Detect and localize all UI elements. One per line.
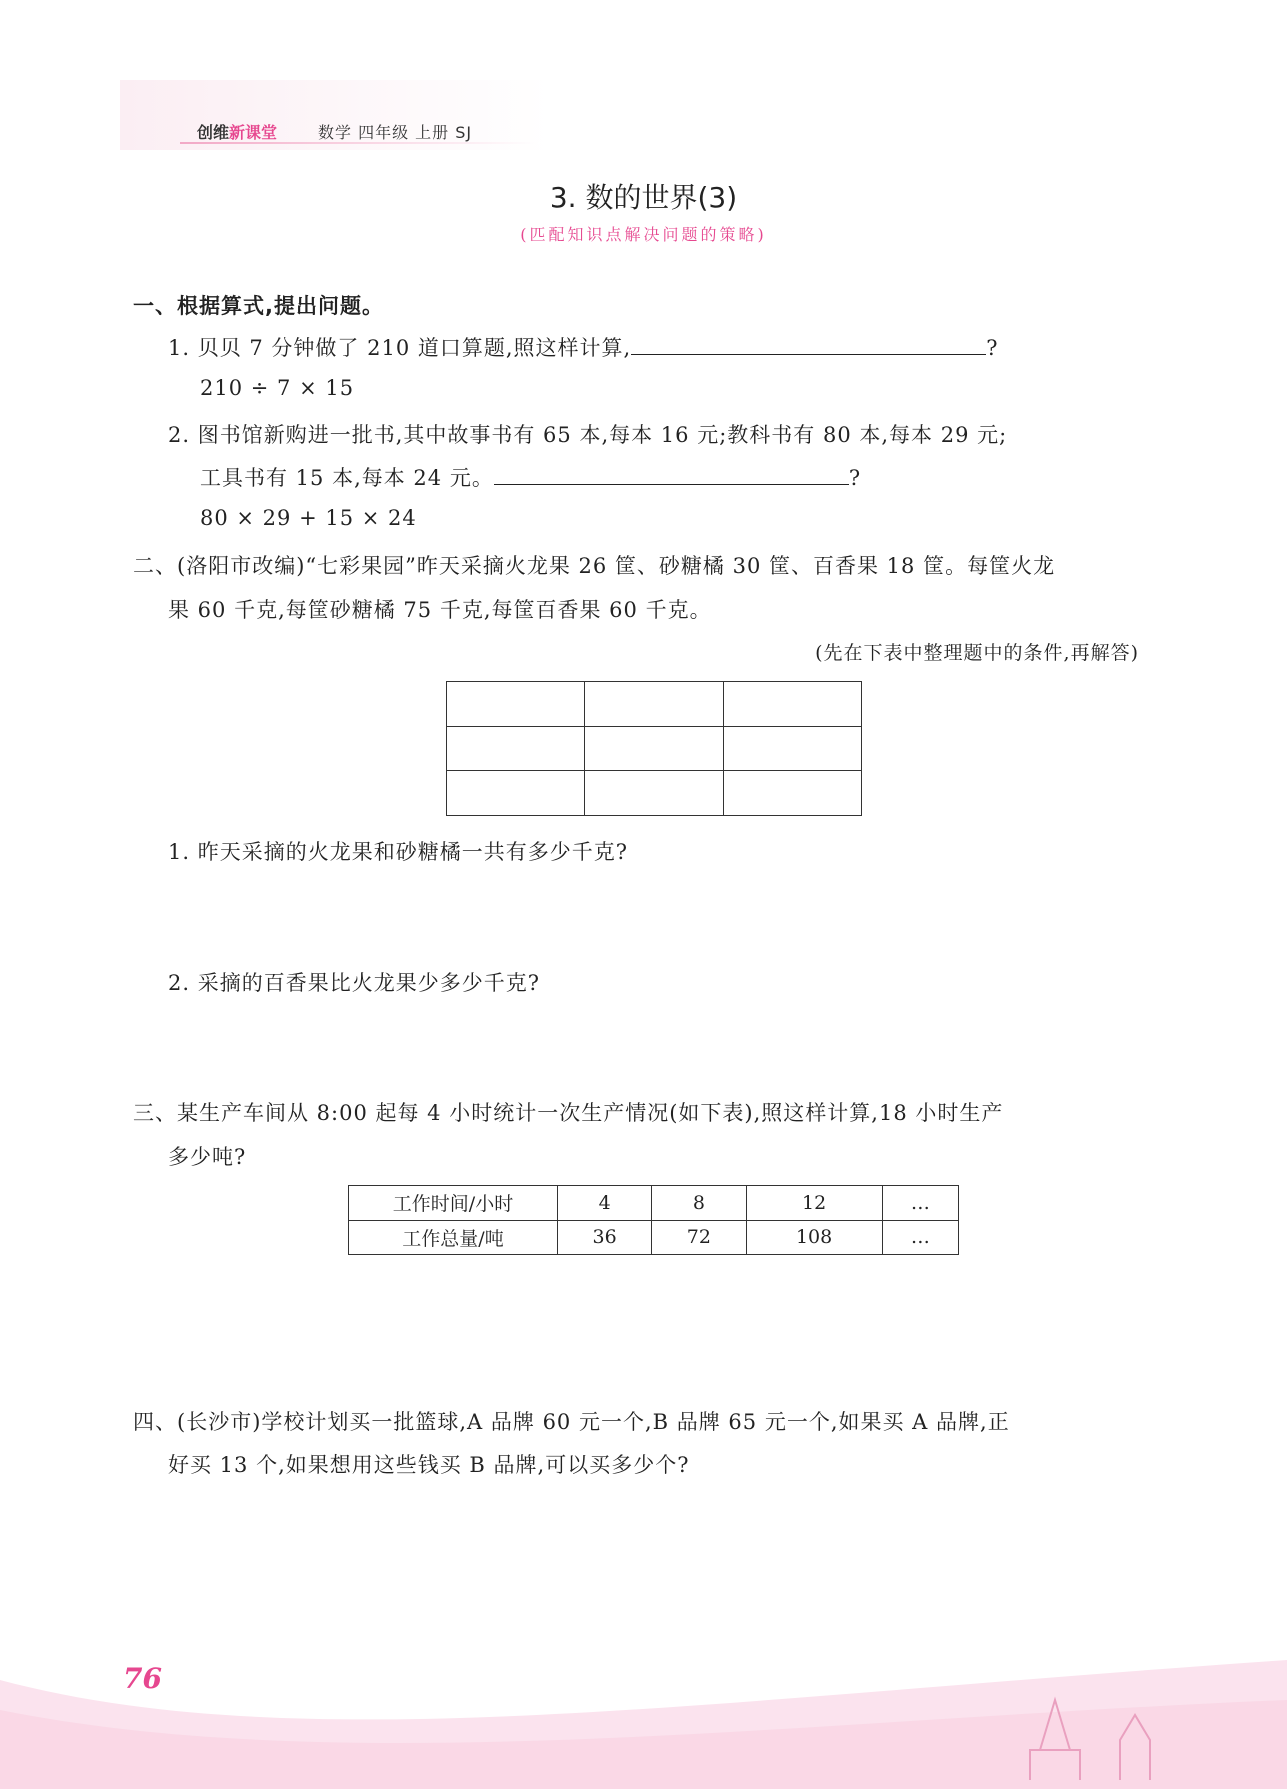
s3-line1: 三、某生产车间从 8:00 起每 4 小时统计一次生产情况(如下表),照这样计算,18 小时生产 [133,1101,1004,1125]
s4-line2: 好买 13 个,如果想用这些钱买 B 品牌,可以买多少个? [168,1453,690,1477]
s2-line1: 二、(洛阳市改编)“七彩果园”昨天采摘火龙果 26 筐、砂糖橘 30 筐、百香果 18 筐。每筐火龙 [133,554,1056,578]
s2-q2: 2. 采摘的百香果比火龙果少多少千克? [168,971,540,995]
page-title: 3. 数的世界(3) [549,181,738,214]
table-cell: 12 [746,1186,882,1221]
answer-blank[interactable] [631,336,986,355]
answer-blank[interactable] [494,466,849,485]
s1-q1-end: ? [986,336,999,360]
s2-line2: 果 60 千克,每筐砂糖橘 75 千克,每筐百香果 60 千克。 [168,598,712,622]
table-cell: 108 [746,1220,882,1255]
brand-part2: 新课堂 [229,123,278,142]
table-row [349,1220,959,1255]
empty-organize-table[interactable] [446,681,862,816]
table-cell: 4 [558,1186,652,1221]
s3-line2: 多少吨? [168,1145,247,1169]
s4-line1: 四、(长沙市)学校计划买一批篮球,A 品牌 60 元一个,B 品牌 65 元一个,如果买 A 品牌,正 [133,1410,1010,1434]
decorative-wave [0,1640,1287,1789]
s1-q1-text: 1. 贝贝 7 分钟做了 210 道口算题,照这样计算, [168,336,632,360]
table-cell: 72 [652,1220,746,1255]
table-cell: … [882,1186,958,1221]
table-cell: … [882,1220,958,1255]
page-number: 76 [123,1662,162,1695]
s2-q1: 1. 昨天采摘的火龙果和砂糖橘一共有多少千克? [168,840,628,864]
s1-q1-formula: 210 ÷ 7 × 15 [200,376,355,400]
production-table [348,1185,959,1255]
brand-part1: 创维 [197,123,230,142]
table-row [349,1186,959,1221]
s1-q2-formula: 80 × 29 + 15 × 24 [200,506,417,530]
table-cell: 36 [558,1220,652,1255]
s1-q2-line2 [200,462,861,492]
s1-q1 [168,332,998,362]
s1-q2-text: 工具书有 15 本,每本 24 元。 [200,466,494,490]
subject-label: 数学 四年级 上册 SJ [318,123,473,142]
s1-q2-line1: 2. 图书馆新购进一批书,其中故事书有 65 本,每本 16 元;教科书有 80 本,每本 29 元; [168,423,1008,447]
brand-logo [197,120,277,143]
table-cell: 工作时间/小时 [349,1186,558,1221]
table-cell: 8 [652,1186,746,1221]
page-subtitle: (匹配知识点解决问题的策略) [520,225,767,244]
section1-heading: 一、根据算式,提出问题。 [133,294,384,318]
s2-note: (先在下表中整理题中的条件,再解答) [815,642,1139,664]
table-cell: 工作总量/吨 [349,1220,558,1255]
s1-q2-end: ? [848,466,862,490]
